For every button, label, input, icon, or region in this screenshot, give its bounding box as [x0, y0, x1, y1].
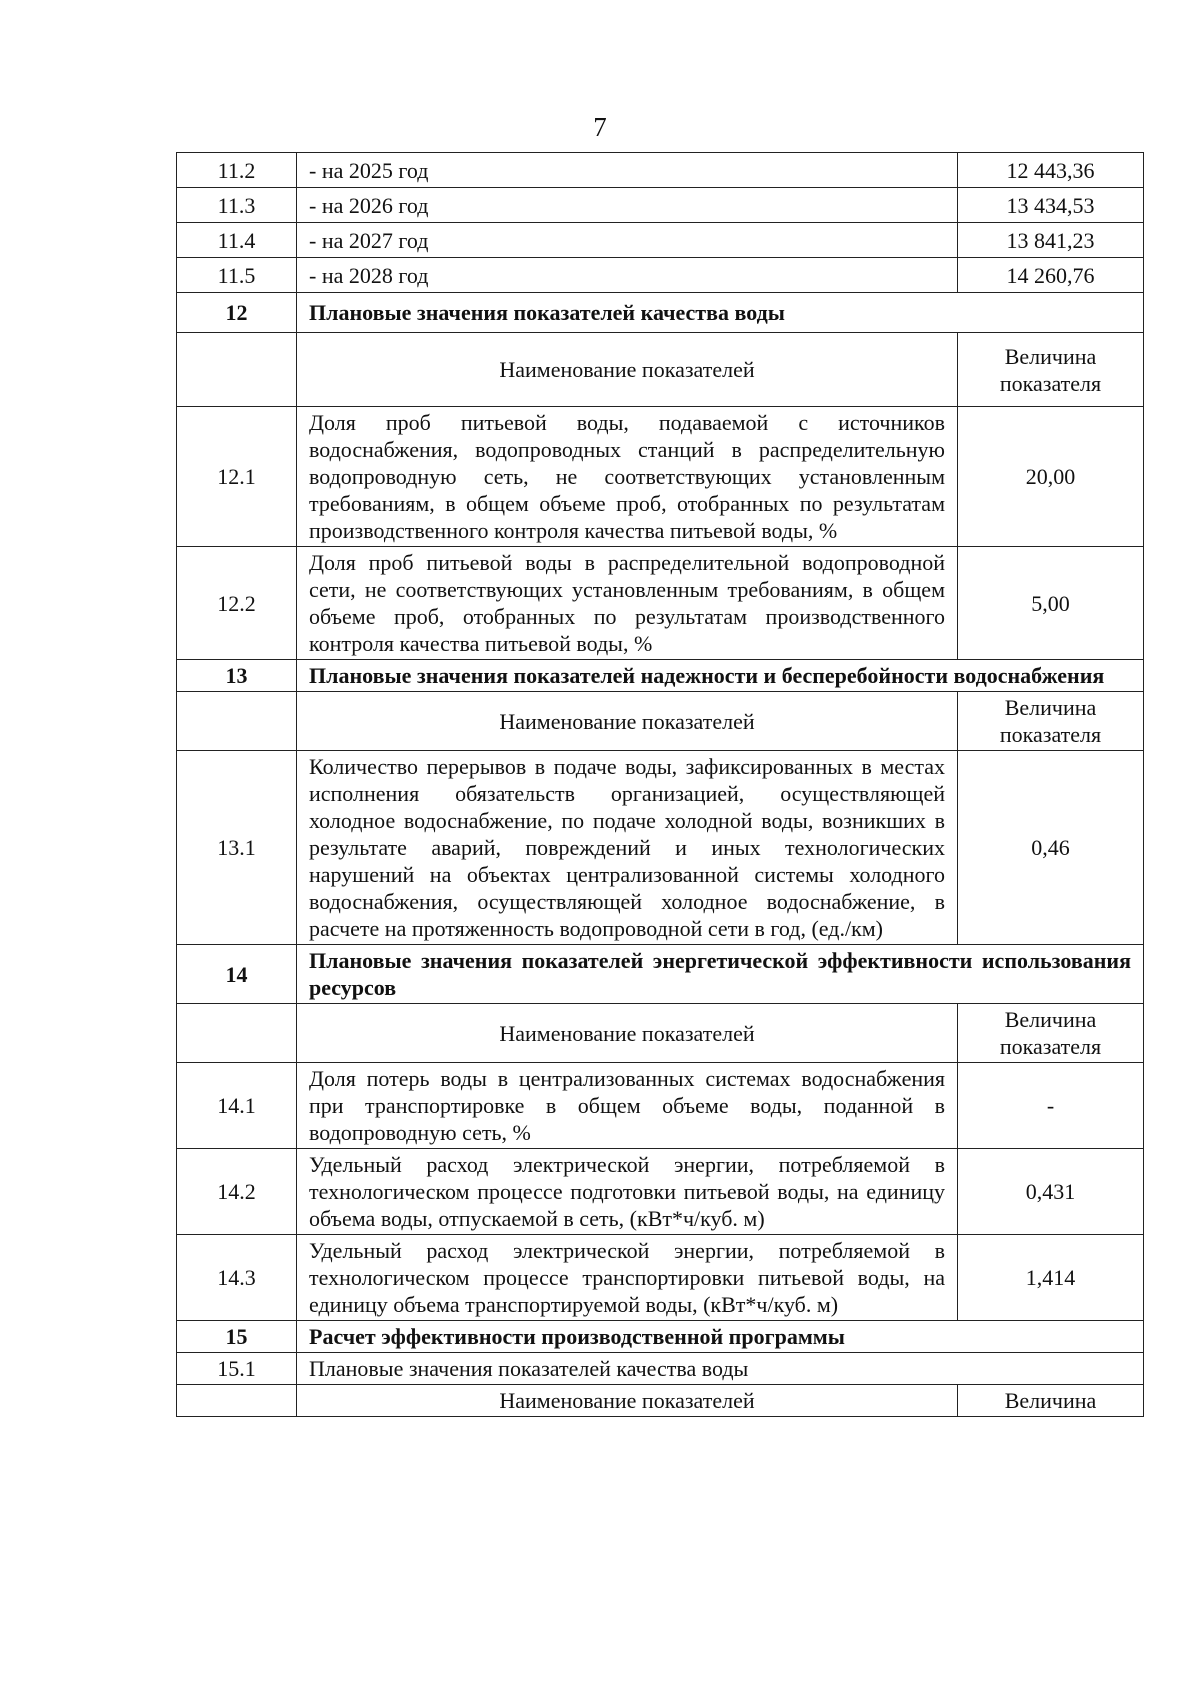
section-number: 13 — [177, 660, 297, 692]
row-number: 11.5 — [177, 258, 297, 293]
column-header-row — [177, 333, 1144, 407]
table-row — [177, 153, 1144, 188]
name-column-header: Наименование показателей — [297, 333, 958, 407]
row-number: 12.2 — [177, 547, 297, 660]
row-text: Доля проб питьевой воды в распределительной водопроводной сети, не соответствующих установленным требованиям, в общем объеме проб, отобранных по результатам производственного контроля качества питьевой воды, % — [297, 547, 958, 660]
row-number: 15.1 — [177, 1353, 297, 1385]
empty-cell — [177, 1385, 297, 1417]
row-text: Доля проб питьевой воды, подаваемой с источников водоснабжения, водопроводных станций в распределительную водопроводную сеть, не соответствующих установленным требованиям, в общем объеме проб, отобранных по результатам производственного контроля качества питьевой воды, % — [297, 407, 958, 547]
row-text: Плановые значения показателей качества воды — [297, 1353, 1144, 1385]
table-row — [177, 1353, 1144, 1385]
section-heading-row — [177, 660, 1144, 692]
table-row — [177, 223, 1144, 258]
row-value: 0,46 — [958, 751, 1144, 945]
value-column-header: Величина показателя — [958, 333, 1144, 407]
table-row — [177, 1149, 1144, 1235]
section-heading-row — [177, 945, 1144, 1004]
table-row — [177, 258, 1144, 293]
column-header-row — [177, 1385, 1144, 1417]
row-value: 12 443,36 — [958, 153, 1144, 188]
row-value: 20,00 — [958, 407, 1144, 547]
row-text: Удельный расход электрической энергии, потребляемой в технологическом процессе подготовки питьевой воды, на единицу объема воды, отпускаемой в сеть, (кВт*ч/куб. м) — [297, 1149, 958, 1235]
table-row — [177, 547, 1144, 660]
indicators-table — [176, 152, 1144, 1417]
value-column-header: Величина — [958, 1385, 1144, 1417]
empty-cell — [177, 692, 297, 751]
table-row — [177, 188, 1144, 223]
row-number: 14.3 — [177, 1235, 297, 1321]
empty-cell — [177, 1004, 297, 1063]
section-title: Плановые значения показателей энергетической эффективности использования ресурсов — [297, 945, 1144, 1004]
row-text: Удельный расход электрической энергии, потребляемой в технологическом процессе транспортировки питьевой воды, на единицу объема транспортируемой воды, (кВт*ч/куб. м) — [297, 1235, 958, 1321]
row-value: 13 841,23 — [958, 223, 1144, 258]
table-row — [177, 751, 1144, 945]
row-number: 11.2 — [177, 153, 297, 188]
name-column-header: Наименование показателей — [297, 1004, 958, 1063]
table-row — [177, 1235, 1144, 1321]
table-row — [177, 1063, 1144, 1149]
row-value: 14 260,76 — [958, 258, 1144, 293]
row-value: - — [958, 1063, 1144, 1149]
name-column-header: Наименование показателей — [297, 1385, 958, 1417]
column-header-row — [177, 1004, 1144, 1063]
row-label: - на 2026 год — [297, 188, 958, 223]
row-text: Количество перерывов в подаче воды, зафиксированных в местах исполнения обязательств организацией, осуществляющей холодное водоснабжение, по подаче холодной воды, возникших в результате аварий, повреждений и иных технологических нарушений на объектах централизованной системы холодного водоснабжения, осуществляющей холодное водоснабжение, в расчете на протяженность водопроводной сети в год, (ед./км) — [297, 751, 958, 945]
section-number: 12 — [177, 293, 297, 333]
row-label: - на 2025 год — [297, 153, 958, 188]
row-number: 12.1 — [177, 407, 297, 547]
value-column-header: Величина показателя — [958, 1004, 1144, 1063]
section-number: 14 — [177, 945, 297, 1004]
section-title: Плановые значения показателей качества воды — [297, 293, 1144, 333]
section-number: 15 — [177, 1321, 297, 1353]
row-label: - на 2028 год — [297, 258, 958, 293]
page-number: 7 — [593, 112, 607, 142]
row-label: - на 2027 год — [297, 223, 958, 258]
row-value: 13 434,53 — [958, 188, 1144, 223]
row-text: Доля потерь воды в централизованных системах водоснабжения при транспортировке в общем объеме воды, поданной в водопроводную сеть, % — [297, 1063, 958, 1149]
value-column-header: Величина показателя — [958, 692, 1144, 751]
section-heading-row — [177, 1321, 1144, 1353]
name-column-header: Наименование показателей — [297, 692, 958, 751]
row-number: 14.2 — [177, 1149, 297, 1235]
section-title: Плановые значения показателей надежности и бесперебойности водоснабжения — [297, 660, 1144, 692]
row-value: 5,00 — [958, 547, 1144, 660]
row-number: 11.3 — [177, 188, 297, 223]
row-number: 11.4 — [177, 223, 297, 258]
column-header-row — [177, 692, 1144, 751]
row-value: 0,431 — [958, 1149, 1144, 1235]
section-heading-row — [177, 293, 1144, 333]
table-row — [177, 407, 1144, 547]
section-title: Расчет эффективности производственной программы — [297, 1321, 1144, 1353]
row-value: 1,414 — [958, 1235, 1144, 1321]
row-number: 14.1 — [177, 1063, 297, 1149]
empty-cell — [177, 333, 297, 407]
row-number: 13.1 — [177, 751, 297, 945]
